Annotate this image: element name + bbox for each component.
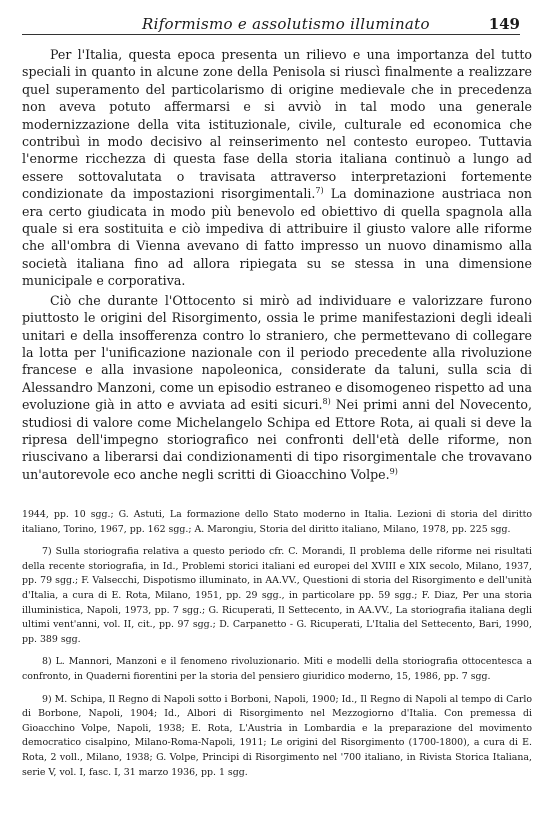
- paragraph-2: [22, 292, 532, 483]
- paragraph-1-text-b: La dominazione austriaca non era certo giudicata in modo più benevolo ed obiettivo di quella spagnola alla quale si era sostituita e ciò impediva di attribuire il giusto valore alle riforme che all'ombra di Vienna avevano di fatto impresso un nuovo dinamismo alla società italiana fino ad allora ripiegata su se stessa in una dimensione municipale e corporativa.: [22, 186, 532, 289]
- footnote-ref-9: 9): [389, 466, 398, 476]
- running-title: Riformismo e assolutismo illuminato: [142, 15, 430, 33]
- footnote-7: 7) Sulla storiografia relativa a questo periodo cfr. C. Morandi, Il problema delle riforme nei risultati della recente storiografia, in Id., Problemi storici italiani ed europei del XVIII e XIX secolo, Milano, 1937, pp. 79 sgg.; F. Valsecchi, Dispotismo illuminato, in AA.VV., Questioni di storia del Risorgimento e dell'unità d'Italia, a cura di E. Rota, Milano, 1951, pp. 29 sgg., in particolare pp. 59 sgg.; F. Diaz, Per una storia illuministica, Napoli, 1973, pp. 7 sgg.; G. Ricuperati, Il Settecento, in AA.VV., La storiografia italiana degli ultimi vent'anni, vol. II, cit., pp. 97 sgg.; D. Carpanetto - G. Ricuperati, L'Italia del Settecento, Bari, 1990, pp. 389 sgg.: [22, 546, 532, 645]
- footnote-ref-7: 7): [315, 186, 324, 196]
- page-number: 149: [488, 15, 520, 33]
- paragraph-1: [22, 46, 532, 290]
- paragraph-2-text-b: Nei primi anni del Novecento, studiosi di valore come Michelangelo Schipa ed Ettore Rota, ai quali si deve la ripresa dell'impegno storiografico nei confronti dell'età delle riforme, non riuscivano a liberarsi dai condizionamenti di tipo risorgimentale che trovavano un'autorevole eco anche negli scritti di Gioacchino Volpe.: [22, 397, 532, 482]
- main-text: [22, 46, 532, 485]
- footnotes: [22, 508, 532, 788]
- running-header: [22, 12, 520, 35]
- paragraph-1-text-a: Per l'Italia, questa epoca presenta un rilievo e una importanza del tutto speciali in quanto in alcune zone della Penisola si riuscì finalmente a realizzare quel superamento del particolarismo di origine medievale che in precedenza non aveva potuto affermarsi e si avviò in tal modo una generale modernizzazione della vita istituzionale, civile, culturale ed economica che contribuì in modo decisivo al reinserimento nel contesto europeo. Tuttavia l'enorme ricchezza di questa fase della storia italiana continuò a lungo ad essere sottovalutata o travisata attraverso interpretazioni fortemente condizionate da impostazioni risorgimentali.: [22, 47, 532, 202]
- footnote-continued: 1944, pp. 10 sgg.; G. Astuti, La formazione dello Stato moderno in Italia. Lezioni di storia del diritto italiano, Torino, 1967, pp. 162 sgg.; A. Marongiu, Storia del diritto italiano, Milano, 1978, pp. 225 sgg.: [22, 509, 532, 535]
- footnote-8: 8) L. Mannori, Manzoni e il fenomeno rivoluzionario. Miti e modelli della storiografia ottocentesca a confronto, in Quaderni fiorentini per la storia del pensiero giuridico moderno, 15, 1986, pp. 7 sgg.: [22, 656, 532, 682]
- footnote-9: 9) M. Schipa, Il Regno di Napoli sotto i Borboni, Napoli, 1900; Id., Il Regno di Napoli al tempo di Carlo di Borbone, Napoli, 1904; Id., Albori di Risorgimento nel Mezzogiorno d'Italia. Con premessa di Gioacchino Volpe, Napoli, 1938; E. Rota, L'Austria in Lombardia e la preparazione del movimento democratico cisalpino, Milano-Roma-Napoli, 1911; Le origini del Risorgimento (1700-1800), a cura di E. Rota, 2 voll., Milano, 1938; G. Volpe, Principi di Risorgimento nel '700 italiano, in Rivista Storica Italiana, serie V, vol. I, fasc. I, 31 marzo 1936, pp. 1 sgg.: [22, 693, 532, 778]
- paragraph-2-text-a: Ciò che durante l'Ottocento si mirò ad individuare e valorizzare furono piuttosto le origini del Risorgimento, ossia le prime manifestazioni degli ideali unitari e della insofferenza contro lo straniero, che permettevano di collegare la lotta per l'unificazione nazionale con il periodo precedente alla rivoluzione francese e alla invasione napoleonica, considerate da taluni, sulla scia di Alessandro Manzoni, come un episodio estraneo e disomogeneo rispetto ad una evoluzione già in atto e avviata ad esiti sicuri.: [22, 292, 532, 413]
- footnote-ref-8: 8): [322, 396, 331, 406]
